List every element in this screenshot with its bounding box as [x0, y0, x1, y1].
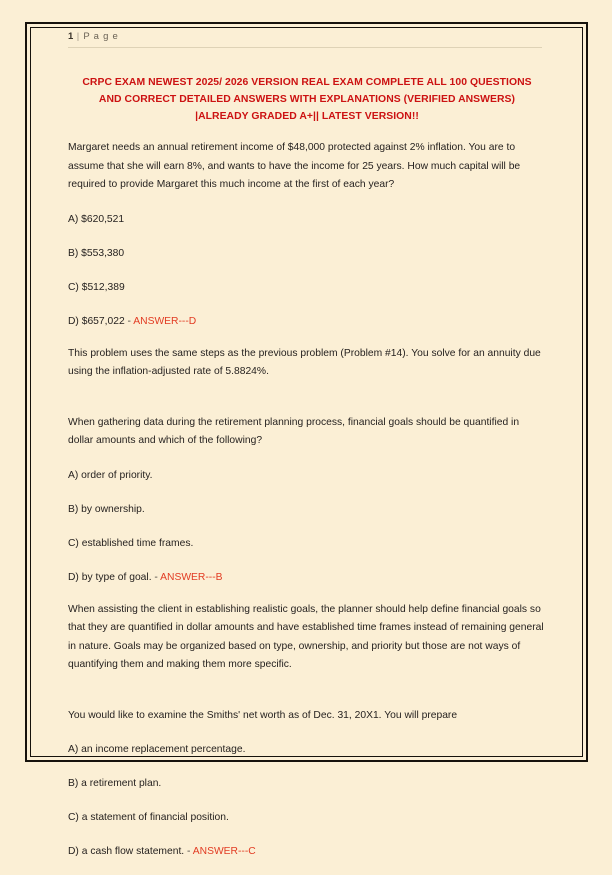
option-text: C) a statement of financial position. — [68, 812, 229, 823]
answer-option — [68, 535, 546, 553]
page-header — [68, 30, 546, 52]
question-block — [68, 707, 546, 862]
question-stem: You would like to examine the Smiths' net worth as of Dec. 31, 20X1. You will prepare — [68, 709, 458, 721]
answer-option — [68, 245, 546, 263]
option-text: A) order of priority. — [68, 469, 153, 481]
answer-option — [68, 467, 546, 485]
answer-option — [68, 809, 546, 827]
answer-key: ANSWER---C — [192, 846, 256, 857]
option-text: A) an income replacement percentage. — [68, 744, 246, 755]
question-stem: Margaret needs an annual retirement income of $48,000 protected against 2% inflation. You are to assume that she will earn 8%, and wants to have the income for 25 years. How much capital will be required to provide Margaret this much income at the first of each year? — [68, 142, 521, 190]
answer-separator: - — [151, 571, 161, 583]
paragraph-spacer — [68, 689, 546, 707]
option-text: B) a retirement plan. — [68, 778, 162, 789]
page-number-label — [68, 30, 546, 44]
title-line-3: A+|| LATEST VERSION!! — [299, 111, 419, 122]
answer-option — [68, 501, 546, 519]
option-text: A) $620,521 — [68, 213, 125, 225]
option-text: D) a cash flow statement. — [68, 846, 185, 857]
questions-list — [68, 139, 546, 861]
page-number: 1 — [68, 31, 74, 42]
answer-key: ANSWER---D — [133, 315, 197, 327]
answer-option — [68, 843, 546, 861]
document-title — [68, 74, 546, 125]
option-text: D) by type of goal. — [68, 571, 152, 583]
question-stem: When gathering data during the retirement planning process, financial goals should be quantified in dollar amounts and which of the following? — [68, 416, 520, 446]
answer-separator: - — [184, 846, 193, 857]
title-line-1: CRPC EXAM NEWEST 2025/ 2026 VERSION REAL EXAM COMPLETE ALL 100 QUESTIONS AND — [82, 77, 532, 105]
option-text: D) $657,022 — [68, 315, 125, 327]
answer-option — [68, 569, 546, 587]
paragraph-spacer — [68, 396, 546, 414]
answer-separator: - — [124, 315, 134, 327]
page-content — [68, 30, 546, 875]
answer-key: ANSWER---B — [160, 571, 223, 583]
question-block — [68, 139, 546, 414]
header-divider — [68, 47, 542, 48]
option-text: B) $553,380 — [68, 247, 125, 259]
page-number-separator: | — [76, 31, 80, 42]
answer-option — [68, 741, 546, 759]
answer-option — [68, 313, 546, 331]
page-word-label: P a g e — [83, 31, 119, 42]
answer-explanation: This problem uses the same steps as the previous problem (Problem #14). You solve for an annuity due using the inflation-adjusted rate of 5.8824%. — [68, 347, 541, 377]
question-block — [68, 414, 546, 707]
answer-option — [68, 775, 546, 793]
option-text: C) established time frames. — [68, 537, 194, 549]
answer-option — [68, 279, 546, 297]
option-text: B) by ownership. — [68, 503, 145, 515]
answer-option — [68, 211, 546, 229]
title-line-2: CORRECT DETAILED ANSWERS WITH EXPLANATIONS (VERIFIED ANSWERS) |ALREADY GRADED — [124, 94, 516, 122]
answer-explanation: When assisting the client in establishing realistic goals, the planner should help define financial goals so that they are quantified in dollar amounts and have established time frames instead of remaining general in nature. Goals may be organized based on type, ownership, and priority but those are not ways of quantifying them and making them more specific. — [68, 603, 544, 670]
option-text: C) $512,389 — [68, 281, 125, 293]
